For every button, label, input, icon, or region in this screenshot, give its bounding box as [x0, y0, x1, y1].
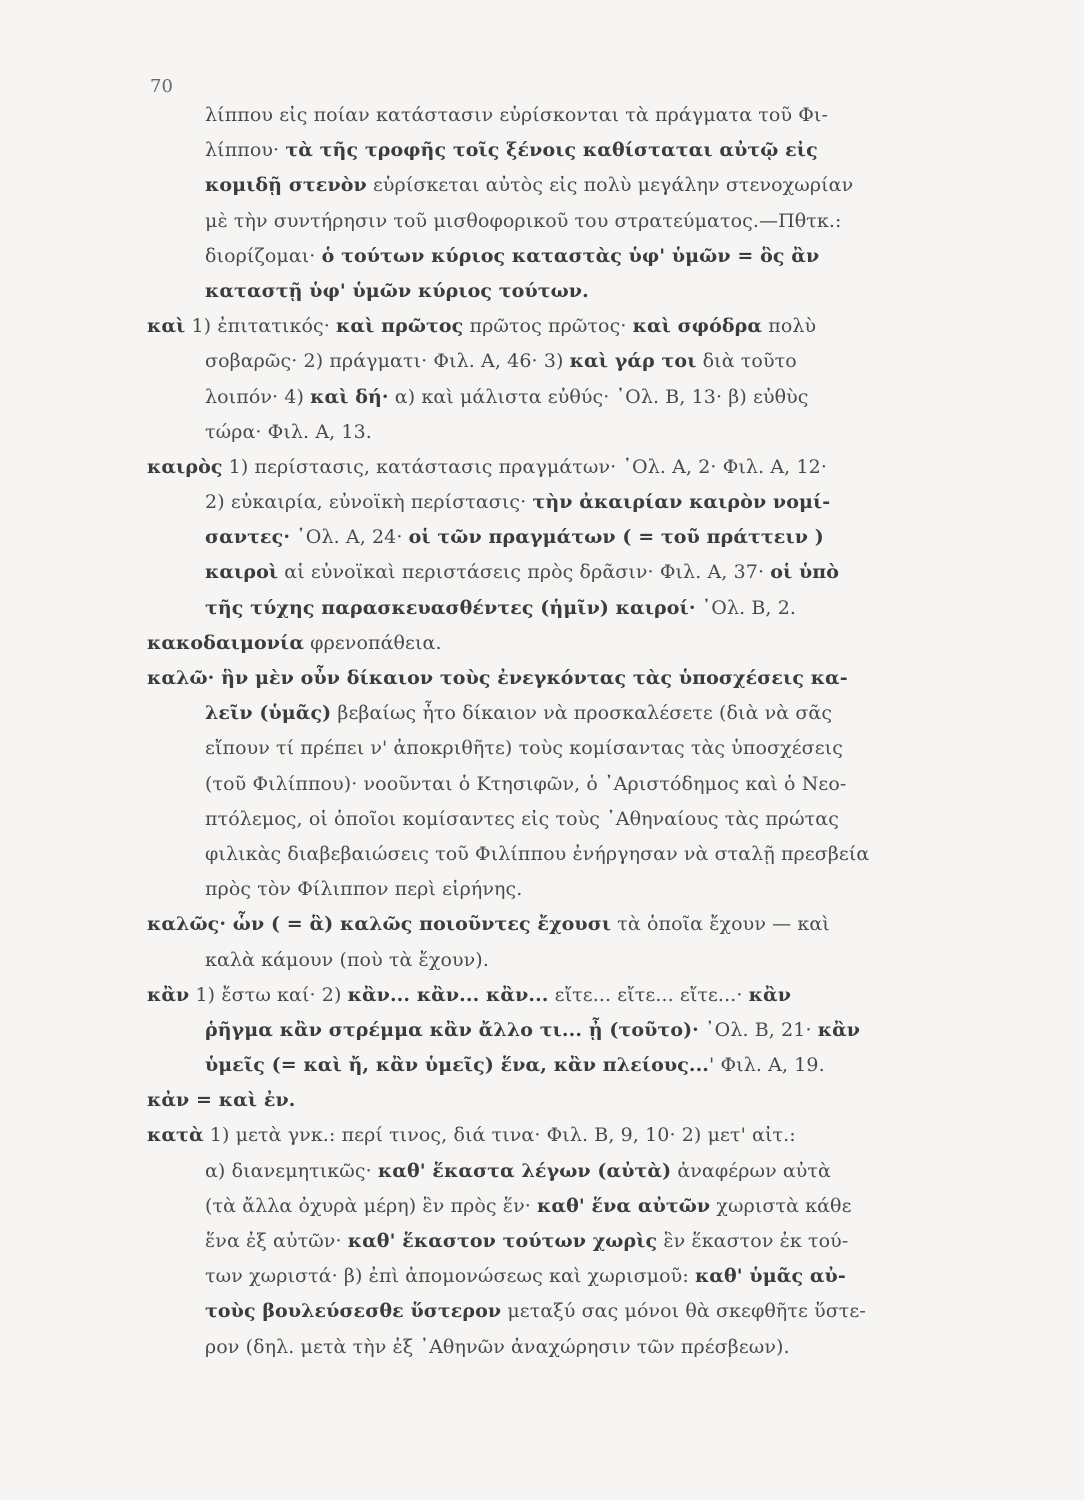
bold-segment: ὑμεῖς (= καὶ ἤ, κἂν ὑμεῖς) ἕνα, κἂν πλείους...	[205, 1054, 710, 1077]
bold-segment: κἂν... κἂν... κἂν...	[347, 983, 549, 1006]
bold-segment: σαντες·	[205, 526, 291, 549]
text-segment: λίππου·	[205, 139, 286, 162]
text-line	[145, 168, 1005, 203]
dictionary-text	[145, 98, 1005, 1365]
text-segment: φιλικὰς διαβεβαιώσεις τοῦ Φιλίππου ἐνήργησαν νὰ σταλῇ πρεσβεία	[205, 842, 870, 865]
text-segment: 1) περίστασις, κατάστασις πραγμάτων· ᾿Ολ. Α, 2· Φιλ. Α, 12·	[222, 455, 827, 478]
text-segment: εἴτε... εἴτε... εἴτε...·	[548, 983, 749, 1006]
bold-segment: λεῖν (ὑμᾶς)	[205, 702, 332, 725]
bold-segment: καλῶ· ἣν μὲν οὖν δίκαιον τοὺς ἐνεγκόντας τὰς ὑποσχέσεις κα-	[147, 667, 848, 689]
text-segment: διορίζομαι·	[205, 244, 322, 267]
bold-segment: καιρὸς	[147, 455, 223, 478]
text-line	[145, 380, 1005, 415]
bold-segment: καὶ πρῶτος	[336, 315, 464, 338]
text-segment: 1) μετὰ γνκ.: περί τινος, διά τινα· Φιλ. Β, 9, 10· 2) μετ' αἰτ.:	[203, 1124, 796, 1147]
text-segment: (τοῦ Φιλίππου)· νοοῦνται ὁ Κτησιφῶν, ὁ ᾿Αριστόδημος καὶ ὁ Νεο-	[205, 772, 847, 795]
text-segment: αἱ εὐνοϊκαὶ περιστάσεις πρὸς δρᾶσιν· Φιλ. Α, 37·	[278, 561, 771, 584]
text-line	[145, 1013, 1005, 1048]
text-segment: ρον (δηλ. μετὰ τὴν ἐξ ᾿Αθηνῶν ἀναχώρησιν τῶν πρέσβεων).	[205, 1335, 790, 1358]
text-line	[145, 872, 1005, 907]
bold-segment: κἀν = καὶ ἐν.	[147, 1089, 296, 1112]
text-line	[145, 591, 1005, 626]
text-line	[145, 1154, 1005, 1189]
text-segment: (τὰ ἄλλα ὀχυρὰ μέρη) ἓν πρὸς ἕν·	[205, 1194, 538, 1217]
bold-segment: οἱ ὑπὸ	[770, 561, 840, 584]
bold-segment: καθ' ἕκαστα λέγων (αὐτὰ)	[377, 1159, 672, 1182]
bold-segment: κομιδῇ στενὸν	[205, 174, 367, 197]
bold-segment: καὶ γάρ τοι	[569, 350, 697, 373]
text-line	[145, 731, 1005, 766]
text-line	[145, 1294, 1005, 1329]
text-segment: βεβαίως ἦτο δίκαιον νὰ προσκαλέσετε (διὰ νὰ σᾶς	[331, 702, 833, 725]
text-line	[145, 450, 1005, 485]
text-line	[145, 204, 1005, 239]
text-line	[145, 415, 1005, 450]
text-segment: α) καὶ μάλιστα εὐθύς· ᾿Ολ. Β, 13· β) εὐθὺς	[388, 385, 809, 408]
bold-segment: καὶ σφόδρα	[632, 315, 763, 338]
bold-segment: τὴν ἀκαιρίαν καιρὸν νομί-	[532, 491, 831, 514]
text-segment: 2) εὐκαιρία, εὐνοϊκὴ περίστασις·	[205, 491, 533, 514]
text-line	[145, 520, 1005, 555]
text-segment: 1) ἔστω καί· 2)	[189, 983, 348, 1006]
text-segment: λίππου εἰς ποίαν κατάστασιν εὑρίσκονται τὰ πράγματα τοῦ Φι-	[205, 104, 828, 126]
text-segment: εὑρίσκεται αὐτὸς εἰς πολὺ μεγάλην στενοχωρίαν	[366, 174, 854, 197]
text-segment: μεταξύ σας μόνοι θὰ σκεφθῆτε ὕστε-	[501, 1300, 866, 1323]
text-segment: σοβαρῶς· 2) πράγματι· Φιλ. Α, 46· 3)	[205, 350, 570, 373]
text-segment: α) διανεμητικῶς·	[205, 1159, 378, 1182]
bold-segment: ῥῆγμα κἂν στρέμμα κἂν ἄλλο τι... ᾖ (τοῦτο)·	[205, 1018, 699, 1041]
text-segment: ᾿Ολ. Β, 2.	[695, 596, 797, 619]
text-segment: ἓν ἕκαστον ἐκ τού-	[657, 1230, 849, 1252]
bold-segment: κἂν	[748, 983, 791, 1006]
text-segment: φρενοπάθεια.	[304, 631, 442, 654]
text-segment: διὰ τοῦτο	[696, 350, 797, 373]
text-segment: πολὺ	[762, 315, 817, 338]
text-segment: μὲ τὴν συντήρησιν τοῦ μισθοφορικοῦ του στρατεύματος.—Πθτκ.:	[205, 209, 842, 232]
text-segment: χωριστὰ κάθε	[710, 1194, 852, 1217]
text-line	[145, 802, 1005, 837]
bold-segment: καὶ δή·	[310, 385, 389, 408]
bold-segment: καθ' ὑμᾶς αὐ-	[694, 1265, 846, 1288]
text-line	[145, 1118, 1005, 1153]
bold-segment: καιροὶ	[205, 561, 279, 584]
text-line	[145, 837, 1005, 872]
text-line	[145, 1259, 1005, 1294]
page-number: 70	[150, 76, 173, 97]
text-line	[145, 344, 1005, 379]
text-line	[145, 1189, 1005, 1224]
text-line	[145, 98, 1005, 133]
text-line	[145, 1224, 1005, 1259]
bold-segment: οἱ τῶν πραγμάτων ( = τοῦ πράττειν )	[408, 526, 824, 549]
text-line	[145, 907, 1005, 942]
text-line	[145, 133, 1005, 168]
text-segment: πρὸς τὸν Φίλιππον περὶ εἰρήνης.	[205, 878, 523, 901]
text-segment: καλὰ κάμουν (ποὺ τὰ ἔχουν).	[205, 948, 489, 971]
text-segment: ' Φιλ. Α, 19.	[709, 1054, 825, 1077]
bold-segment: τῆς τύχης παρασκευασθέντες (ἡμῖν) καιροί·	[205, 596, 696, 619]
text-segment: τώρα· Φιλ. Α, 13.	[205, 420, 372, 443]
bold-segment: τοὺς βουλεύσεσθε ὕστερον	[205, 1300, 502, 1323]
bold-segment: κακοδαιμονία	[147, 631, 305, 654]
text-line	[145, 661, 1005, 696]
bold-segment: ὁ τούτων κύριος καταστὰς ὑφ' ὑμῶν = ὃς ἂν	[321, 244, 820, 267]
text-line	[145, 978, 1005, 1013]
text-segment: τὰ ὁποῖα ἔχουν — καὶ	[611, 913, 830, 936]
text-segment: εἴπουν τί πρέπει ν' ἀποκριθῆτε) τοὺς κομίσαντας τὰς ὑποσχέσεις	[205, 737, 843, 760]
text-line	[145, 309, 1005, 344]
bold-segment: καθ' ἕνα αὐτῶν	[537, 1194, 711, 1217]
bold-segment: τὰ τῆς τροφῆς τοῖς ξένοις καθίσταται αὐτῷ εἰς	[285, 139, 818, 162]
text-segment: πρῶτος πρῶτος·	[463, 315, 633, 338]
text-line	[145, 626, 1005, 661]
text-line	[145, 943, 1005, 978]
text-line	[145, 239, 1005, 274]
text-segment: ᾿Ολ. Α, 24·	[290, 526, 409, 549]
text-line	[145, 1330, 1005, 1365]
text-segment: ἕνα ἐξ αὐτῶν·	[205, 1230, 348, 1252]
bold-segment: κἂν	[147, 983, 190, 1006]
text-line	[145, 485, 1005, 520]
text-line	[145, 1083, 1005, 1118]
text-segment: των χωριστά· β) ἐπὶ ἀπομονώσεως καὶ χωρισμοῦ:	[205, 1265, 695, 1288]
text-segment: λοιπόν· 4)	[205, 385, 311, 408]
text-segment: ᾿Ολ. Β, 21·	[698, 1018, 818, 1041]
bold-segment: καθ' ἕκαστον τούτων χωρὶς	[347, 1230, 658, 1252]
text-line	[145, 274, 1005, 309]
bold-segment: καλῶς· ὧν ( = ἃ) καλῶς ποιοῦντες ἔχουσι	[147, 913, 612, 936]
text-segment: 1) ἐπιτατικός·	[185, 315, 337, 338]
text-segment: πτόλεμος, οἱ ὁποῖοι κομίσαντες εἰς τοὺς ᾿Αθηναίους τὰς πρώτας	[205, 807, 839, 830]
text-line	[145, 767, 1005, 802]
bold-segment: κἂν	[817, 1018, 861, 1041]
bold-segment: καὶ	[147, 315, 186, 338]
bold-segment: κατὰ	[147, 1124, 204, 1147]
text-line	[145, 555, 1005, 590]
text-line	[145, 1048, 1005, 1083]
bold-segment: καταστῇ ὑφ' ὑμῶν κύριος τούτων.	[205, 279, 589, 302]
text-segment: ἀναφέρων αὐτὰ	[671, 1159, 831, 1182]
text-line	[145, 696, 1005, 731]
